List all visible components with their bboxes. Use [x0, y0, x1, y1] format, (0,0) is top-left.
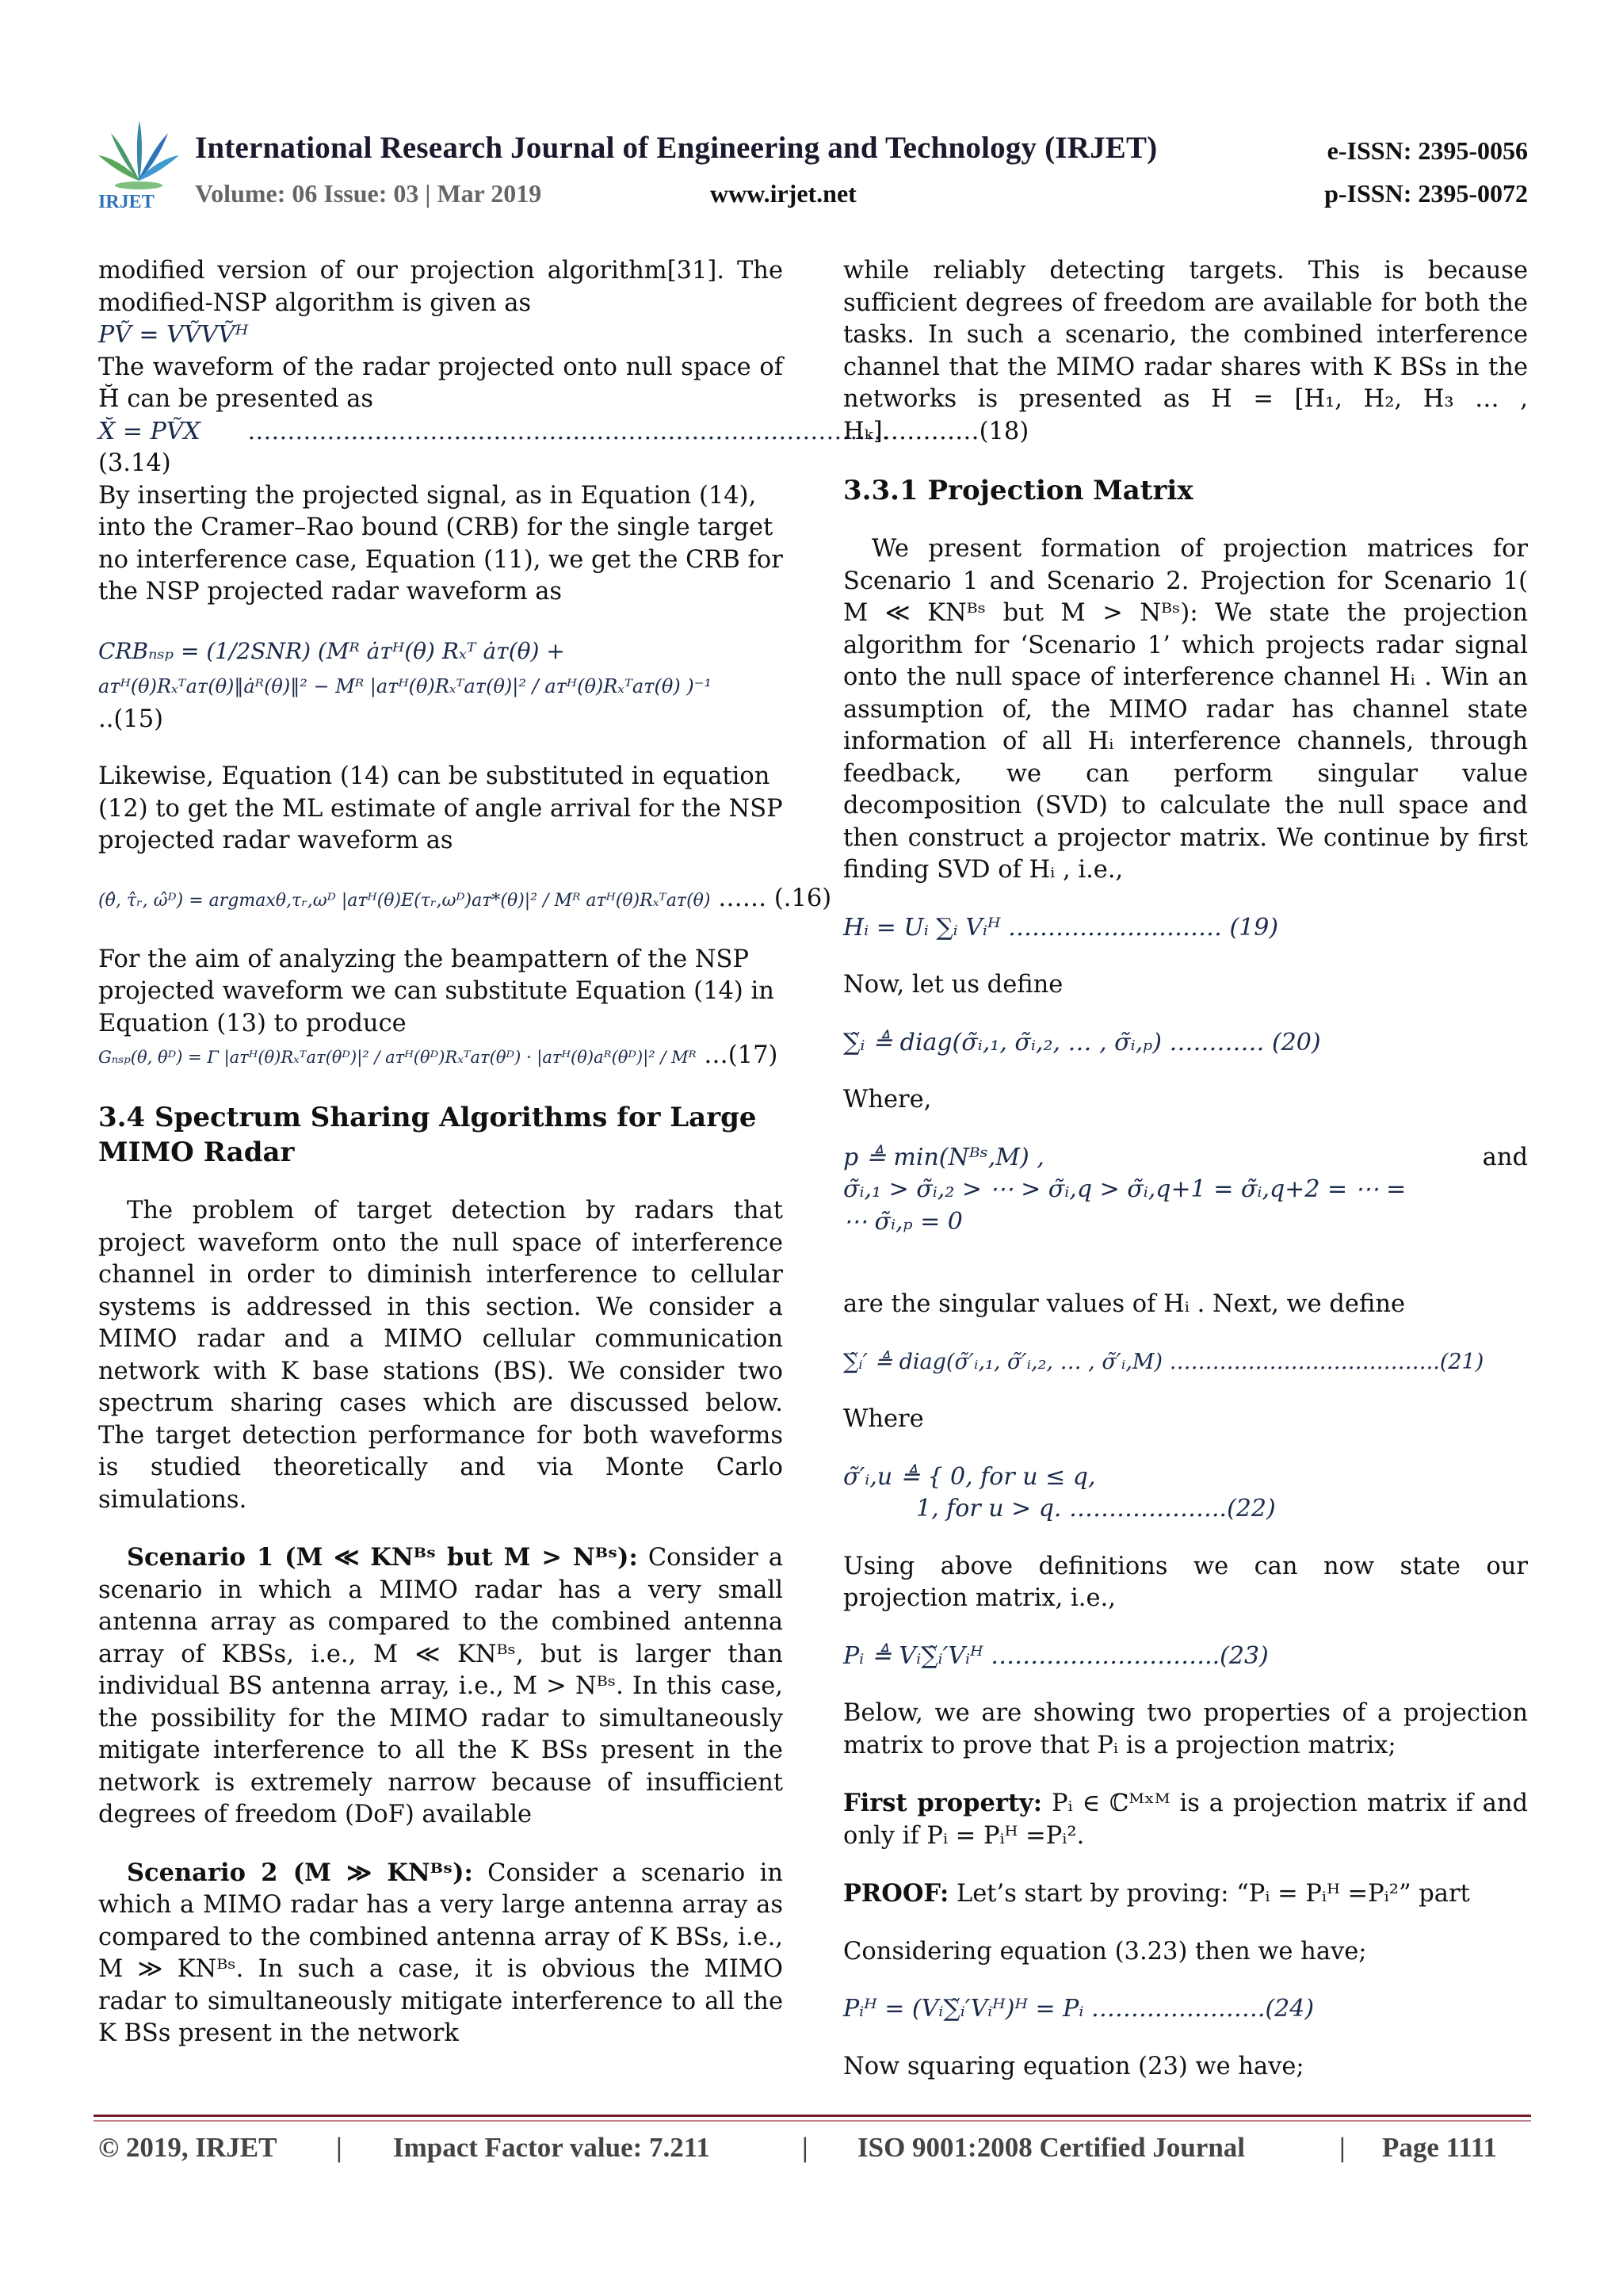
paragraph: Now squaring equation (23) we have; [843, 2052, 1304, 2080]
footer-iso: ISO 9001:2008 Certified Journal [857, 2132, 1246, 2163]
paragraph: Where [843, 1405, 924, 1433]
equation-text: σ̃ᵢ,₁ > σ̃ᵢ,₂ > ⋯ > σ̃ᵢ,q > σ̃ᵢ,q+1 = σ̃ᵢ,q+2 = ⋯ = [843, 1175, 1407, 1203]
equation-22-line1: σ̃′ᵢ,u ≜ { 0, for u ≤ q, [843, 1462, 1096, 1491]
equation-21: ∑̃ᵢ′ ≜ diag(σ̃′ᵢ,₁, σ̃′ᵢ,₂, … , σ̃′ᵢ,M) ………………………………..(21) [843, 1349, 1484, 1374]
paragraph: The waveform of the radar projected onto null space of H̆ can be presented as [98, 353, 783, 413]
equation-16 [98, 883, 832, 919]
equation-number: …(17) [704, 1041, 778, 1069]
equation-text: X̆ = PṼX [98, 417, 200, 445]
p-issn: p-ISSN: 2395-0072 [1324, 179, 1528, 208]
paragraph: while reliably detecting targets. This is because sufficient degrees of freedom are available for both the tasks. In such a scenario, the combined interference channel that the MIMO radar shares with K BSs in the networks is presented as H = [H₁, H₂, H₃ … , Hₖ]…………(18) [843, 257, 1528, 445]
equation-19: Hᵢ = Uᵢ ∑ᵢ Vᵢᴴ ……………………… (19) [843, 913, 1279, 942]
footer-separator: | [1339, 2132, 1346, 2163]
volume-issue: Volume: 06 Issue: 03 | Mar 2019 [195, 179, 542, 208]
equation-text: (θ̂, τ̂ᵣ, ω̂ᴰ) = argmaxθ,τᵣ,ωᴰ |aᴛᴴ(θ)E(τᵣ,ωᴰ)aᴛ*(θ)|² / Mᴿ aᴛᴴ(θ)Rₓᵀaᴛ(θ) [98, 890, 711, 911]
logo-leaves-icon [98, 120, 179, 189]
footer-copyright: © 2019, IRJET [98, 2132, 277, 2163]
scenario-1-heading: Scenario 1 (M ≪ KNᴮˢ but M > Nᴮˢ): [127, 1543, 638, 1572]
section-heading-3-4: 3.4 Spectrum Sharing Algorithms for Large MIMO Radar [98, 1102, 757, 1168]
proof-label: PROOF: [843, 1879, 949, 1908]
equation-15-line1: CRBₙₛₚ = (1/2SNR) (Mᴿ ȧᴛᴴ(θ) Rₓᵀ ȧᴛ(θ) + [98, 637, 565, 664]
footer-impact-factor: Impact Factor value: 7.211 [393, 2132, 710, 2163]
equation-23: Pᵢ ≜ Vᵢ∑̃ᵢ′Vᵢᴴ ………………………..(23) [843, 1641, 1269, 1670]
equation-3-14 [98, 416, 890, 449]
equation-text: ⋯ σ̃ᵢ,ₚ = 0 [843, 1207, 963, 1236]
equation-number: …… (.16) [718, 884, 832, 912]
journal-title: International Research Journal of Engineering and Technology (IRJET) [195, 131, 1158, 165]
paragraph: By inserting the projected signal, as in Equation (14), into the Cramer–Rao bound (CRB) for the single target no interference case, Equation (11), we get the CRB for the NSP projected radar waveform as [98, 481, 783, 606]
paragraph: Likewise, Equation (14) can be substituted in equation (12) to get the ML estimate of angle arrival for the NSP projected radar waveform as [98, 762, 783, 854]
proof-paragraph: PROOF: Let’s start by proving: “Pᵢ = Pᵢᴴ =Pᵢ²” part [843, 1879, 1470, 1908]
footer-rule-thin [94, 2120, 1531, 2122]
equation-text: p ≜ min(Nᴮˢ,M) , [843, 1143, 1044, 1171]
website-link[interactable]: www.irjet.net [710, 179, 857, 208]
e-issn: e-ISSN: 2395-0056 [1327, 136, 1528, 165]
first-property-label: First property: [843, 1789, 1043, 1817]
equation-20: ∑̃ᵢ ≜ diag(σ̃ᵢ,₁, σ̃ᵢ,₂, … , σ̃ᵢ,ₚ) ………… (20) [843, 1028, 1321, 1056]
scenario-2-heading: Scenario 2 (M ≫ KNᴮˢ): [127, 1858, 473, 1887]
paragraph: Using above definitions we can now state our projection matrix, i.e., [843, 1552, 1528, 1612]
paragraph: The problem of target detection by radars that project waveform onto the null space of interference channel in order to diminish interference to cellular systems is addressed in this section. We consider a MIMO radar and a MIMO cellular communication network with K base stations (BS). We consider two spectrum sharing cases which are discussed below. The target detection performance for both waveforms is studied theoretically and via Monte Carlo simulations. [98, 1197, 783, 1514]
footer-separator: | [802, 2132, 808, 2163]
scenario-1-paragraph: Scenario 1 (M ≪ KNᴮˢ but M > Nᴮˢ): Consider a scenario in which a MIMO radar has a very small antenna array as compared to the combined antenna array of KBSs, i.e., M ≪ KNᴮˢ, but is larger than individual BS antenna array, i.e., M > Nᴮˢ. In this case, the possibility for the MIMO radar to simultaneously mitigate interference to all the K BSs present in the network is extremely narrow because of insufficient degrees of freedom (DoF) available [98, 1543, 784, 1828]
equation-text: Gₙₛₚ(θ, θᴰ) = Γ |aᴛᴴ(θ)Rₓᵀaᴛ(θᴰ)|² / aᴛᴴ(θᴰ)Rₓᵀaᴛ(θᴰ) · |aᴛᴴ(θ)aᴿ(θᴰ)|² / Mᴿ [98, 1048, 697, 1067]
equation-p-definition [843, 1142, 1528, 1239]
equation-15-line2: aᴛᴴ(θ)Rₓᵀaᴛ(θ)‖ȧᴿ(θ)‖² − Mᴿ |aᴛᴴ(θ)Rₓᵀaᴛ(θ)|² / aᴛᴴ(θ)Rₓᵀaᴛ(θ) )⁻¹ [98, 674, 712, 697]
equation-dots: ……………………………………………………………………… [247, 417, 890, 445]
paragraph: modified version of our projection algorithm[31]. The modified-NSP algorithm is given as [98, 257, 783, 317]
first-property: First property: Pᵢ ∈ ℂᴹˣᴹ is a projection matrix if and only if Pᵢ = Pᵢᴴ =Pᵢ². [843, 1789, 1529, 1850]
equation-17 [98, 1040, 783, 1075]
footer-page-number: Page 1111 [1382, 2132, 1497, 2163]
paragraph: We present formation of projection matrices for Scenario 1 and Scenario 2. Projection for Scenario 1( M ≪ KNᴮˢ but M > Nᴮˢ): We state the projection algorithm for ‘Scenario 1’ which projects radar signal onto the null space of interference channel Hᵢ . Win an assumption of, the MIMO radar has channel state information of all Hᵢ interference channels, through feedback, we can perform singular value decomposition (SVD) to calculate the null space and then construct a projector matrix. We continue by first finding SVD of Hᵢ , i.e., [843, 535, 1528, 884]
footer-rule [94, 2115, 1531, 2117]
equation-projection: PṼ = VṼVṼᴴ [98, 321, 249, 349]
scenario-2-paragraph: Scenario 2 (M ≫ KNᴮˢ): Consider a scenario in which a MIMO radar has a very large antenna array as compared to the combined antenna array of K BSs, i.e., M ≫ KNᴮˢ. In such a case, it is obvious the MIMO radar to simultaneously mitigate interference to all the K BSs present in the network [98, 1858, 783, 2047]
equation-24: Pᵢᴴ = (Vᵢ∑̃ᵢ′Vᵢᴴ)ᴴ = Pᵢ ………………….(24) [843, 1995, 1315, 2023]
paragraph: For the aim of analyzing the beampattern of the NSP projected waveform we can substitute Equation (14) in Equation (13) to produce [98, 945, 774, 1037]
footer-separator: | [336, 2132, 342, 2163]
paragraph: are the singular values of Hᵢ . Next, we define [843, 1290, 1406, 1318]
equation-22-line2: 1, for u > q. ………………..(22) [916, 1495, 1276, 1522]
section-heading-3-3-1: 3.3.1 Projection Matrix [843, 475, 1193, 506]
paragraph: Below, we are showing two properties of a projection matrix to prove that Pᵢ is a projection matrix; [843, 1699, 1528, 1759]
equation-number: (3.14) [98, 449, 171, 477]
paragraph: Now, let us define [843, 971, 1064, 999]
irjet-logo [94, 117, 185, 212]
equation-number: ..(15) [98, 705, 163, 733]
paragraph: Where, [843, 1086, 932, 1114]
equation-and: and [1482, 1143, 1528, 1171]
logo-text: IRJET [98, 192, 155, 212]
right-column [843, 255, 1528, 2083]
paragraph: Considering equation (3.23) then we have; [843, 1937, 1367, 1966]
